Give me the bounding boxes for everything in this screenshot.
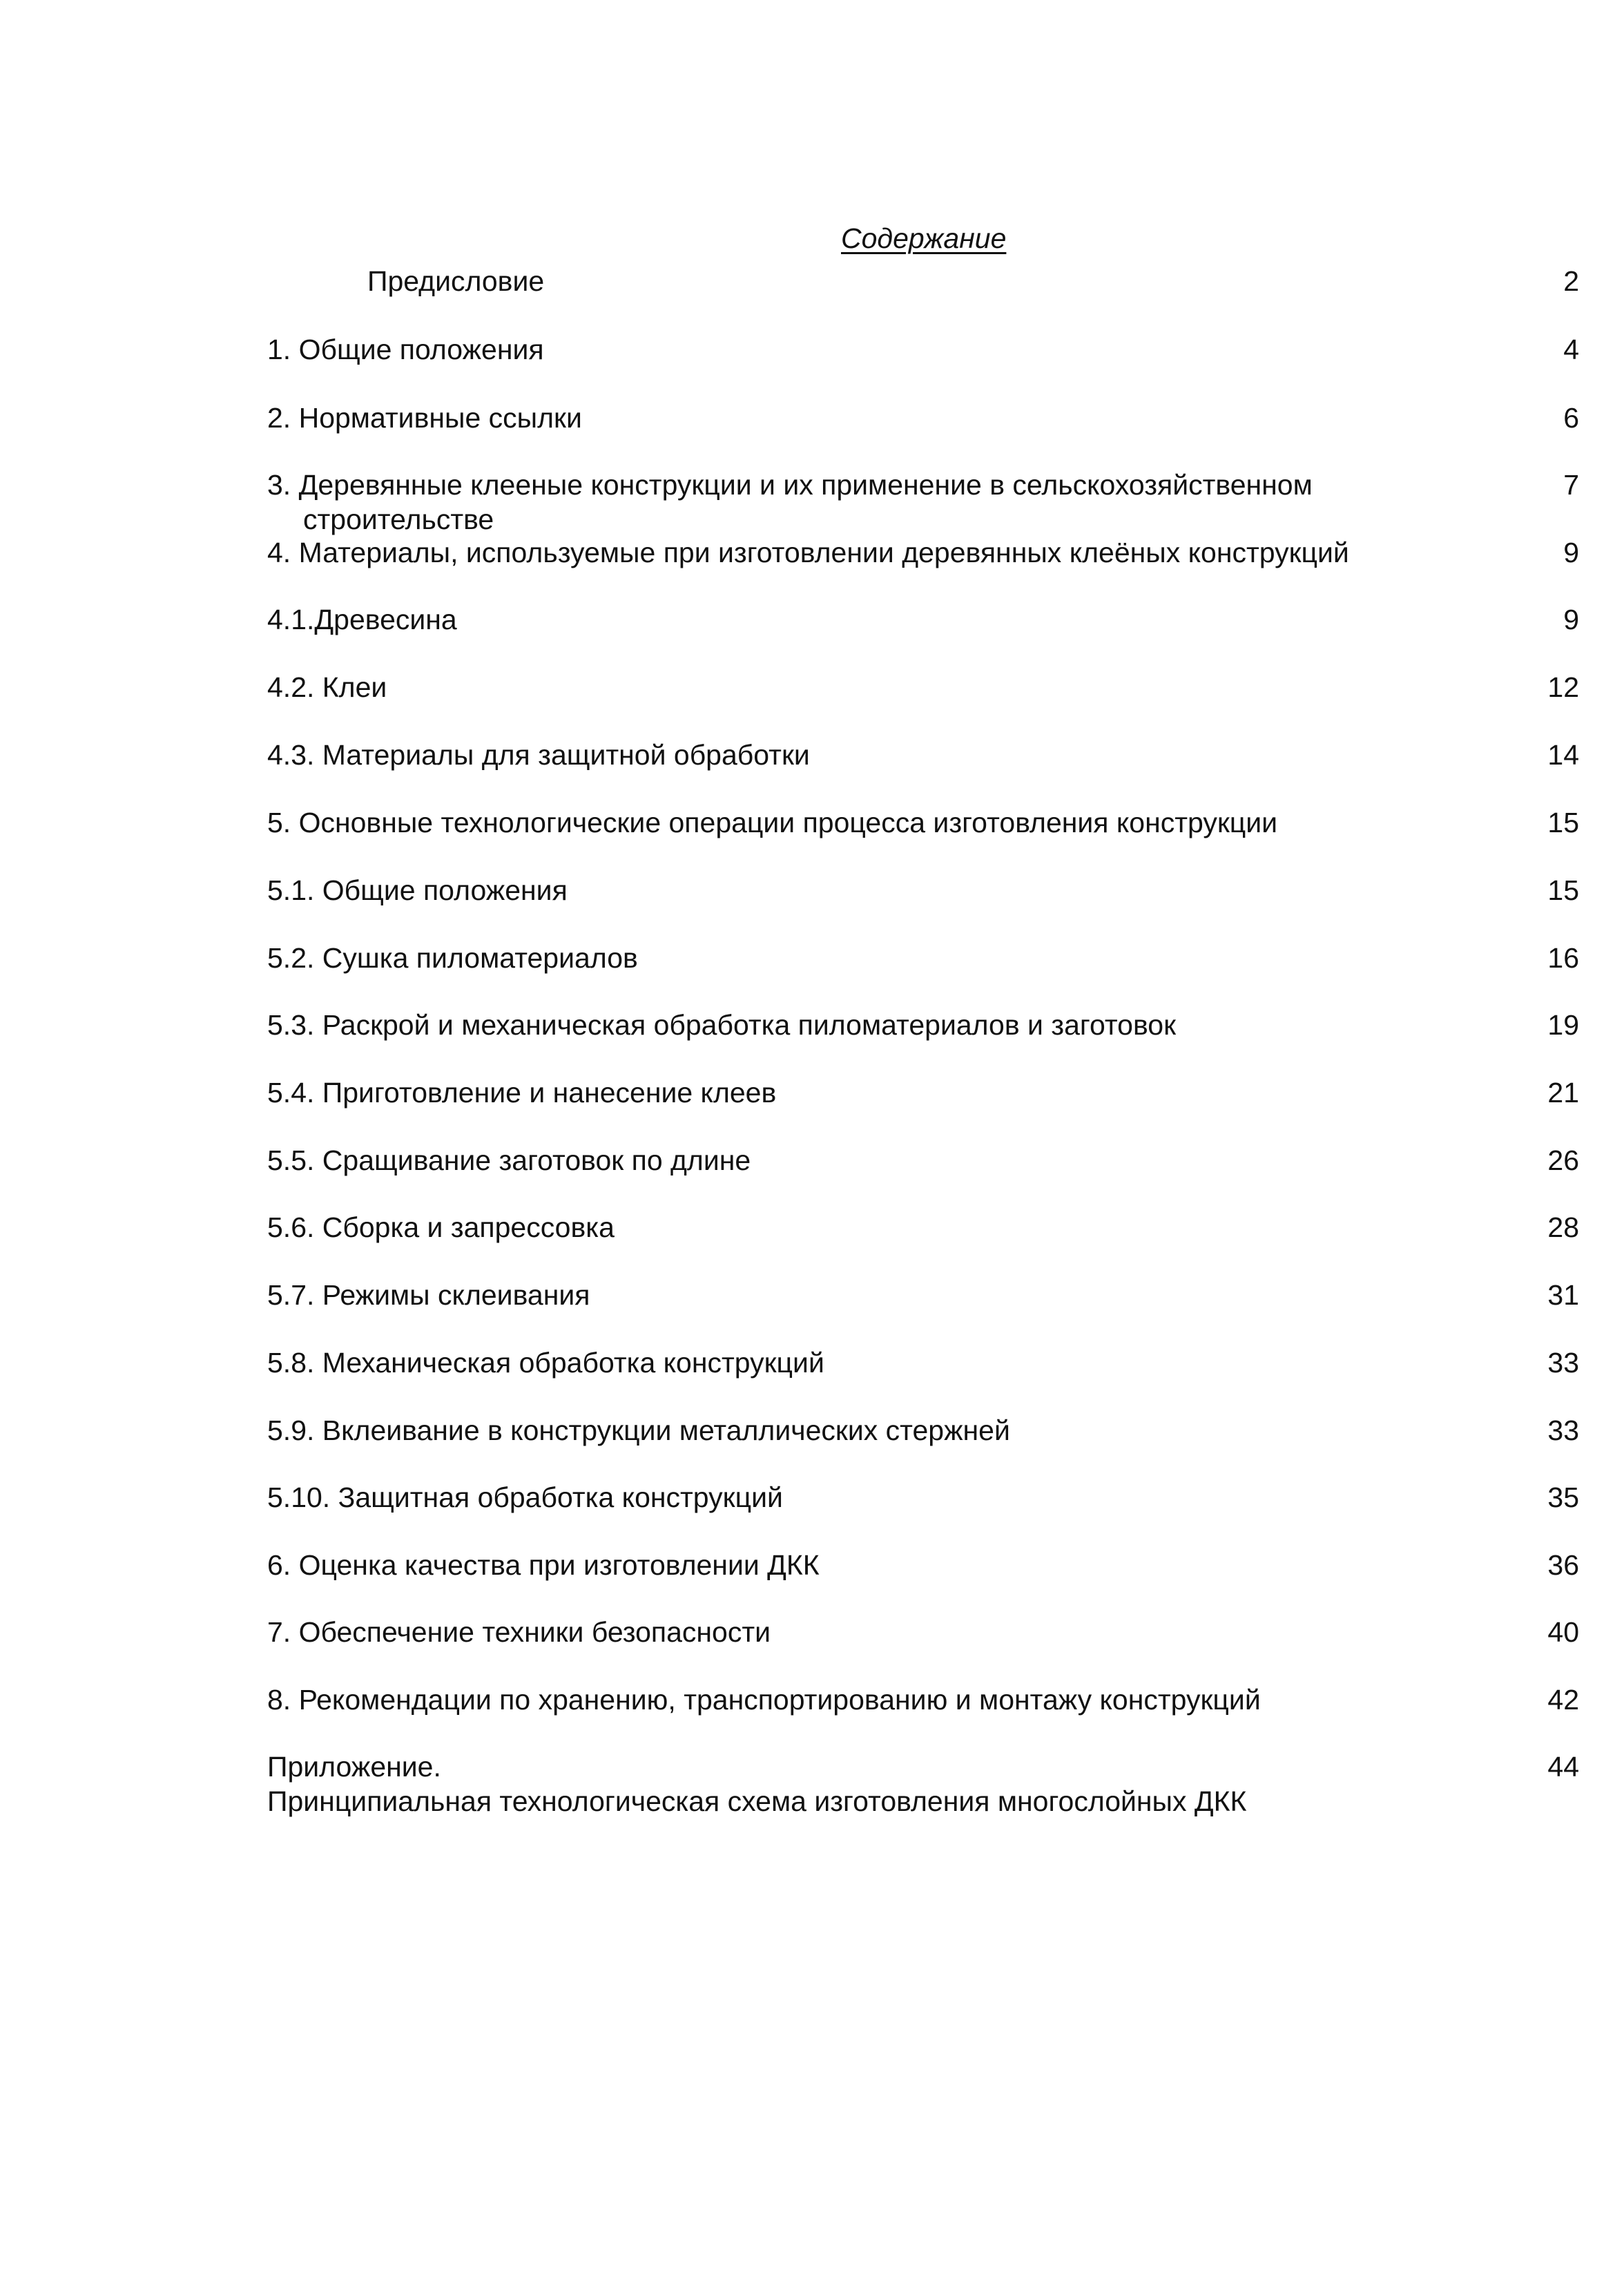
toc-entry-text [267,468,1313,537]
toc-entry-text: 5.4. Приготовление и нанесение клеев [267,1077,777,1109]
toc-entry-page: 12 [1547,671,1579,703]
toc-entry-text: 4.1.Древесина [267,604,457,635]
toc-entry-text: 5.9. Вклеивание в конструкции металлических стержней [267,1414,1010,1446]
toc-entry-page: 44 [1547,1751,1579,1783]
toc-entry-text-line1: Приложение. [267,1751,441,1783]
toc-entry-text: 1. Общие положения [267,334,544,365]
toc-entry-text: 5.10. Защитная обработка конструкций [267,1481,783,1513]
toc-entry-page: 33 [1547,1414,1579,1446]
toc-entry-page: 16 [1547,942,1579,974]
toc-entry-page: 26 [1547,1144,1579,1176]
toc-entry-page: 36 [1547,1549,1579,1581]
toc-entry-text: 5.1. Общие положения [267,874,568,906]
toc-entry-text: 5.5. Сращивание заготовок по длине [267,1144,751,1176]
toc-entry-text: 4. Материалы, используемые при изготовлении деревянных клеёных конструкций [267,537,1349,568]
toc-entry-page: 15 [1547,874,1579,906]
toc-entry-text: 6. Оценка качества при изготовлении ДКК [267,1549,820,1581]
toc-entry-page: 2 [1563,265,1579,297]
toc-entry-text: 5.8. Механическая обработка конструкций [267,1347,824,1379]
toc-entry-text: Предисловие [367,265,545,297]
toc-entry-page: 9 [1563,537,1579,568]
toc-entry-text: 8. Рекомендации по хранению, транспортированию и монтажу конструкций [267,1684,1261,1716]
toc-entry-text [267,1749,1246,1818]
toc-title: Содержание [841,222,1007,254]
toc-entry-text-line1: 3. Деревянные клееные конструкции и их применение в сельскохозяйственном [267,469,1313,501]
toc-entry-page: 4 [1563,334,1579,365]
toc-entry-page: 7 [1563,469,1579,501]
toc-entry-text: 5.7. Режимы склеивания [267,1279,590,1311]
toc-entry-page: 6 [1563,402,1579,434]
toc-entry-page: 35 [1547,1481,1579,1513]
toc-entry-page: 33 [1547,1347,1579,1379]
toc-entry-text: 5.3. Раскрой и механическая обработка пиломатериалов и заготовок [267,1009,1177,1041]
toc-entry-page: 40 [1547,1616,1579,1648]
toc-entry-text: 7. Обеспечение техники безопасности [267,1616,771,1648]
toc-entry-page: 42 [1547,1684,1579,1716]
toc-entry-page: 9 [1563,604,1579,635]
toc-entry-page: 21 [1547,1077,1579,1109]
toc-entry-page: 19 [1547,1009,1579,1041]
toc-entry-text: 2. Нормативные ссылки [267,402,582,434]
toc-entry-text: 5. Основные технологические операции процесса изготовления конструкции [267,807,1278,838]
toc-entry-text: 4.3. Материалы для защитной обработки [267,739,810,771]
toc-entry-page: 14 [1547,739,1579,771]
toc-entry-text: 5.6. Сборка и запрессовка [267,1211,615,1243]
toc-entry-text: 4.2. Клеи [267,671,387,703]
toc-entry-text-line2: Принципиальная технологическая схема изготовления многослойных ДКК [267,1785,1247,1817]
toc-entry-page: 15 [1547,807,1579,838]
toc-entry-text: 5.2. Сушка пиломатериалов [267,942,638,974]
toc-entry-text-line2: строительстве [303,503,494,535]
toc-entry-page: 28 [1547,1211,1579,1243]
toc-entry-page: 31 [1547,1279,1579,1311]
